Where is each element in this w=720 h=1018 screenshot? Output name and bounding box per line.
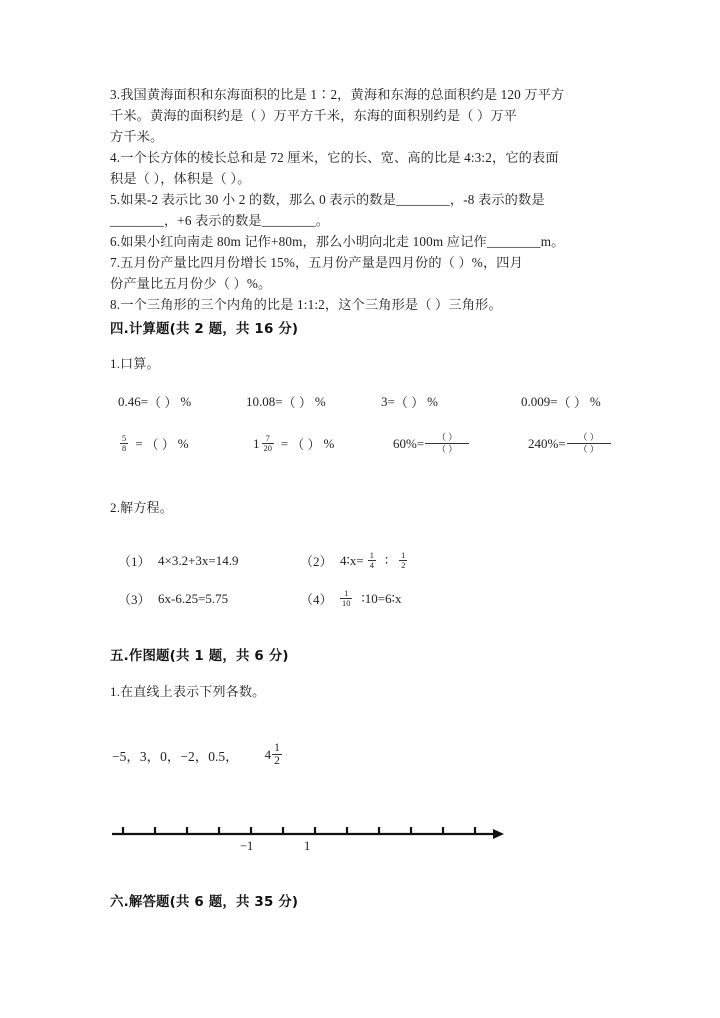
oral-calc-row-2 <box>118 432 630 456</box>
equation-item-3-tag: （3） <box>118 592 151 607</box>
number-list <box>112 742 283 768</box>
fraction-numerator: 7 <box>265 433 270 443</box>
question-6 <box>110 231 630 252</box>
equation-item-1-tag: （1） <box>118 554 151 569</box>
mixed-fraction-part <box>272 742 282 768</box>
question-8-line-1: 8.一个三角形的三个内角的比是 1:1:2，这个三角形是（ ）三角形。 <box>110 297 502 312</box>
oral-calc-item-8 <box>528 432 611 456</box>
fraction-numerator: 1 <box>344 588 349 598</box>
equation-item-4 <box>300 589 401 608</box>
oral-calc-item-5 <box>118 434 253 453</box>
oral-calc-item-1-blank[interactable]: （ ） <box>148 395 178 410</box>
oral-calc-item-8-lhs: 240%= <box>528 435 566 451</box>
blank-fraction-two-hundred-forty-percent[interactable] <box>567 432 611 456</box>
oral-calc-item-6-blank[interactable]: （ ） <box>291 437 321 453</box>
drawing-problem-1-label: 1.在直线上表示下列各数。 <box>110 684 266 699</box>
equation-item-4-fraction <box>340 589 352 608</box>
oral-calc-item-1-unit: % <box>180 393 192 409</box>
blank-fraction-numerator[interactable]: （ ） <box>578 431 599 442</box>
question-4-line-1: 4.一个长方体的棱长总和是 72 厘米，它的长、宽、高的比是 4:3:2，它的表面 <box>110 150 559 165</box>
number-list-values: −5，3，0，−2，0.5， <box>112 748 239 764</box>
oral-calc-item-1 <box>118 392 246 411</box>
oral-calc-item-4-unit: % <box>589 393 601 409</box>
oral-calc-item-2-unit: % <box>314 393 326 409</box>
question-5 <box>110 189 630 231</box>
equation-item-2-prefix: 4∶x= <box>340 552 364 568</box>
fraction-denominator: 2 <box>401 560 406 570</box>
oral-calc-item-6-eq: = <box>280 435 289 451</box>
oral-calc-item-7 <box>393 432 528 456</box>
question-7 <box>110 252 630 294</box>
problem-1-label: 1.口算。 <box>110 356 160 371</box>
oral-calc-item-2-lhs: 10.08= <box>246 393 283 409</box>
fraction-denominator: 8 <box>122 443 127 453</box>
equation-item-4-tag: （4） <box>300 592 333 608</box>
fraction-denominator: 4 <box>369 560 374 570</box>
equation-item-2 <box>300 551 409 570</box>
section-five-heading: 五.作图题(共 1 题，共 6 分) <box>110 649 289 664</box>
number-line-label-negative-one: −1 <box>240 839 254 853</box>
oral-calc-item-1-lhs: 0.46= <box>118 393 149 409</box>
oral-calc-item-3-lhs: 3= <box>381 393 395 409</box>
question-5-line-1: 5.如果-2 表示比 30 小 2 的数，那么 0 表示的数是________，-8 表示的数是 <box>110 192 545 207</box>
fraction-denominator: 20 <box>263 443 272 453</box>
equation-item-3 <box>118 589 228 608</box>
oral-calc-item-7-lhs: 60%= <box>393 435 425 451</box>
question-3-line-2: 千米。黄海的面积约是（ ）万平方千米，东海的面积别约是（ ）万平 <box>110 108 518 123</box>
fraction-five-eighths <box>120 434 128 453</box>
blank-fraction-denominator[interactable]: （ ） <box>567 443 611 455</box>
mixed-number-four-and-one-half <box>265 742 283 768</box>
question-4-line-2: 积是（ ），体积是（ ）。 <box>110 171 251 186</box>
oral-calc-item-4-lhs: 0.009= <box>521 393 558 409</box>
equation-item-1 <box>118 551 239 570</box>
oral-calc-item-3-unit: % <box>427 393 438 409</box>
question-7-line-1: 7.五月份产量比四月份增长 15%，五月份产量是四月份的（ ）%，四月 <box>110 255 523 270</box>
number-line-label-one: 1 <box>304 839 311 853</box>
problem-2-label: 2.解方程。 <box>110 500 173 515</box>
oral-calc-item-6 <box>253 434 393 453</box>
mixed-fraction-part <box>262 434 274 453</box>
equation-item-2-fraction-two <box>399 551 407 570</box>
blank-fraction-denominator[interactable]: （ ） <box>425 443 469 455</box>
oral-calc-item-2 <box>246 392 381 411</box>
question-3-line-1: 3.我国黄海面积和东海面积的比是 1∶2，黄海和东海的总面积约是 120 万平方 <box>110 87 565 102</box>
question-7-line-2: 份产量比五月份少（ ）%。 <box>110 276 272 291</box>
fraction-numerator: 1 <box>401 550 406 560</box>
oral-calc-item-2-blank[interactable]: （ ） <box>282 395 312 410</box>
oral-calc-item-5-unit: % <box>177 435 189 451</box>
oral-calc-item-6-unit: % <box>323 435 335 451</box>
oral-calc-row-1 <box>118 392 630 411</box>
equation-item-2-tag: （2） <box>300 554 333 570</box>
equation-item-3-expression: 6x-6.25=5.75 <box>158 590 229 606</box>
fill-in-blank-section <box>110 84 630 315</box>
mixed-whole-part: 1 <box>253 435 260 451</box>
mixed-whole-part: 4 <box>264 746 272 762</box>
oral-calc-item-3-blank[interactable]: （ ） <box>394 395 425 410</box>
section-four-heading: 四.计算题(共 2 题，共 16 分) <box>110 322 299 337</box>
oral-calc-item-5-blank[interactable]: （ ） <box>145 437 175 453</box>
oral-calc-item-5-eq: = <box>135 435 143 451</box>
section-six-heading: 六.解答题(共 6 题，共 35 分) <box>110 895 299 910</box>
question-8 <box>110 294 630 315</box>
fraction-numerator: 5 <box>122 433 127 443</box>
oral-calc-item-4 <box>521 392 601 411</box>
blank-fraction-sixty-percent[interactable] <box>425 432 469 456</box>
equation-item-4-suffix: ∶10=6∶x <box>361 590 402 606</box>
question-3 <box>110 84 630 147</box>
fraction-numerator: 1 <box>274 741 280 754</box>
equation-item-2-ratio-colon: ∶ <box>384 552 389 568</box>
question-3-line-3: 方千米。 <box>110 129 164 144</box>
fraction-denominator: 10 <box>342 598 351 608</box>
equation-item-2-fraction-one <box>368 551 376 570</box>
question-5-line-2: ________，+6 表示的数是________。 <box>110 213 330 228</box>
oral-calc-item-3 <box>381 392 521 411</box>
blank-fraction-numerator[interactable]: （ ） <box>437 431 458 442</box>
question-6-line-1: 6.如果小红向南走 80m 记作+80m，那么小明向北走 100m 应记作________m。 <box>110 234 565 249</box>
fraction-denominator: 2 <box>274 754 280 767</box>
question-4 <box>110 147 630 189</box>
oral-calc-item-4-blank[interactable]: （ ） <box>557 395 587 410</box>
equation-item-1-expression: 4×3.2+3x=14.9 <box>158 552 239 568</box>
mixed-number-one-and-seven-twentieths <box>253 434 276 453</box>
fraction-numerator: 1 <box>369 550 374 560</box>
